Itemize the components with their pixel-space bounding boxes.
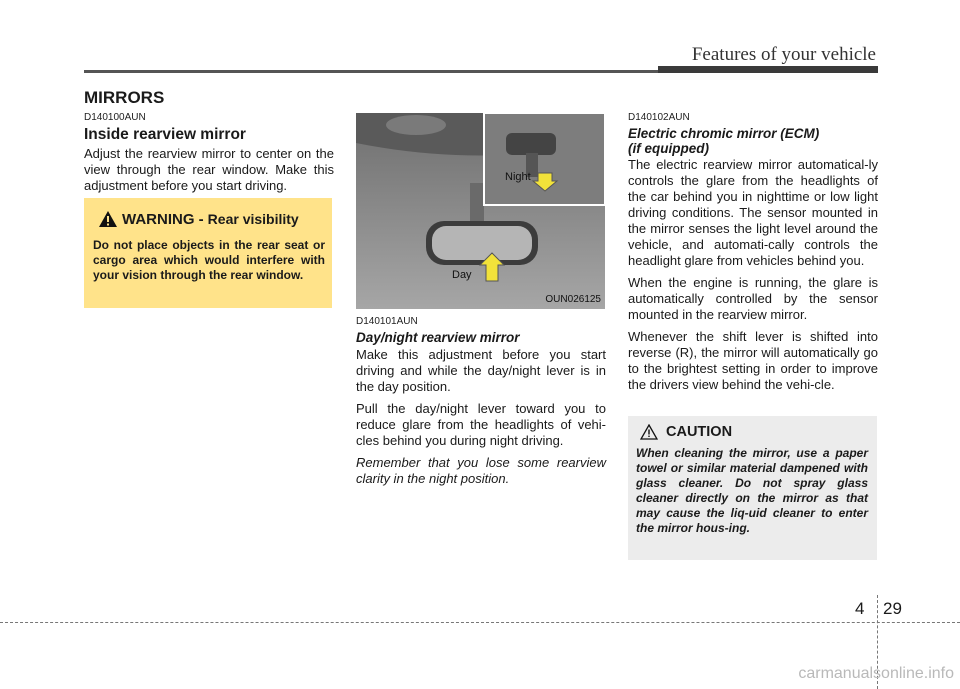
- header-title: Features of your vehicle: [691, 44, 876, 65]
- middle-code: D140101AUN: [356, 316, 418, 327]
- caution-text: When cleaning the mirror, use a paper towel or similar material dampened with glass cleaner. Do not spray glass cleaner directly on the mirror as that may cause the liq-uid cleaner to enter the mirror hous-ing.: [636, 446, 868, 535]
- right-text: [628, 157, 878, 399]
- day-label: Day: [452, 269, 472, 281]
- caution-icon: [640, 424, 658, 440]
- footer-rule: [0, 622, 960, 624]
- right-heading-line2: (if equipped): [628, 141, 709, 156]
- page-number: 29: [883, 599, 902, 618]
- right-code: D140102AUN: [628, 112, 690, 123]
- middle-heading: Day/night rearview mirror: [356, 330, 520, 345]
- mirror-illustration: [356, 113, 605, 309]
- photo-caption: OUN026125: [545, 294, 601, 305]
- warning-text: Do not place objects in the rear seat or cargo area which would interfere with your vision through the rear window.: [93, 238, 325, 282]
- warning-icon: [98, 210, 118, 228]
- left-heading: Inside rearview mirror: [84, 126, 246, 143]
- middle-paragraph-3: Remember that you lose some rearview clarity in the night position.: [356, 455, 606, 486]
- left-code: D140100AUN: [84, 112, 146, 123]
- middle-text: [356, 347, 606, 493]
- left-paragraph: Adjust the rearview mirror to center on the view through the rear window. Make this adjustment before you start driving.: [84, 146, 334, 193]
- warning-title: [98, 210, 299, 228]
- left-text: [84, 146, 334, 200]
- night-label: Night: [505, 171, 531, 183]
- watermark: carmanualsonline.info: [798, 665, 954, 682]
- right-paragraph-1: The electric rearview mirror automatical-ly controls the glare from the headlights of the car behind you in nighttime or low light driving conditions. The sensor mounted in the mirror senses the light level around the vehicle, and automati-cally controls the headlight glare from vehicles behind you.: [628, 157, 878, 268]
- chapter-number: 4: [855, 599, 865, 618]
- warning-box: [84, 198, 332, 308]
- right-paragraph-2: When the engine is running, the glare is automatically controlled by the sensor mounted in the rearview mirror.: [628, 275, 878, 322]
- header-rule-accent: [658, 66, 878, 73]
- warning-label: WARNING -: [122, 210, 204, 228]
- section-title: MIRRORS: [84, 88, 165, 107]
- right-heading: [628, 126, 819, 156]
- middle-paragraph-2: Pull the day/night lever toward you to reduce glare from the headlights of vehi-cles behind you during night driving.: [356, 401, 606, 448]
- middle-paragraph-1: Make this adjustment before you start driving and while the day/night lever is in the day position.: [356, 347, 606, 394]
- mirror-photo: [356, 113, 605, 309]
- warning-subject: Rear visibility: [207, 211, 299, 227]
- right-heading-line1: Electric chromic mirror (ECM): [628, 126, 820, 141]
- caution-title: [640, 424, 732, 440]
- caution-label: CAUTION: [666, 424, 733, 440]
- caution-box: [628, 416, 877, 560]
- right-paragraph-3: Whenever the shift lever is shifted into reverse (R), the mirror will automatically go to the brightest setting in order to improve the drivers view behind the vehi-cle.: [628, 329, 878, 392]
